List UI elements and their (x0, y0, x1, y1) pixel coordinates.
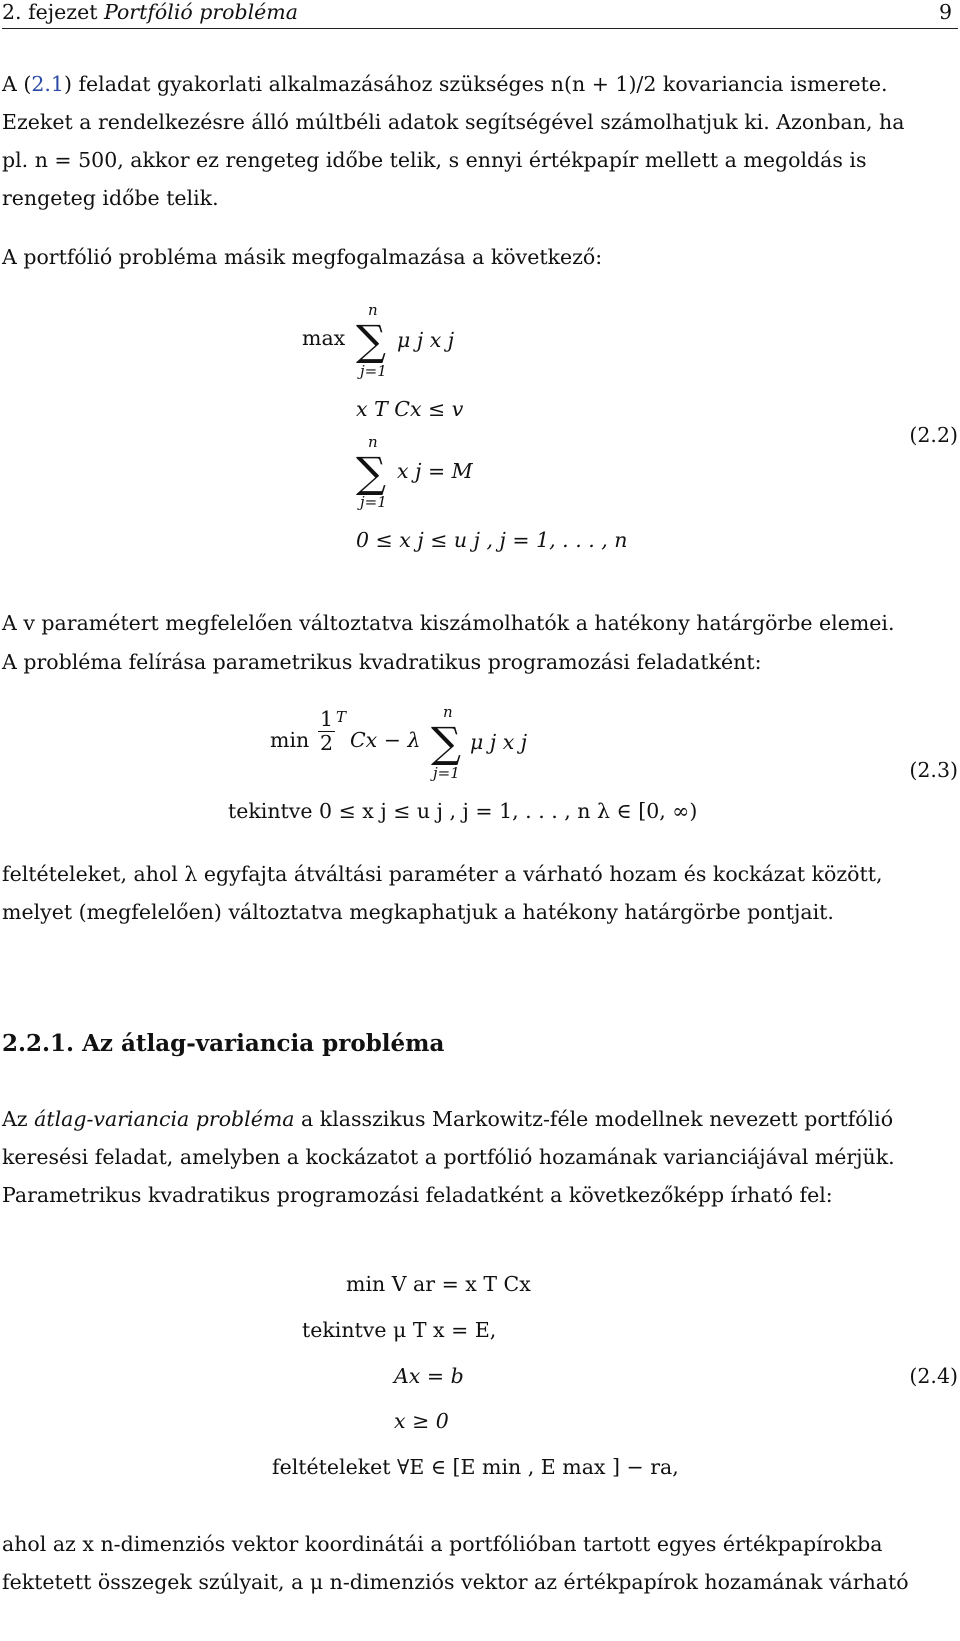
para5-text-a: Az (2, 1107, 35, 1131)
eq23-frac-num: 1 (320, 707, 334, 731)
eq22-number: (2.2) (909, 423, 958, 447)
eq24-number: (2.4) (909, 1364, 958, 1388)
eq23-sup-t: T (336, 708, 347, 726)
eq22-max: max (302, 326, 346, 350)
eq22-sum1-term: μ j x j (397, 328, 455, 352)
eq23-number: (2.3) (909, 758, 958, 782)
eq22-sum2-term: x j = M (397, 459, 473, 483)
eq23-mid: Cx − λ (350, 728, 421, 752)
para3-line2: A probléma felírása parametrikus kvadratikus programozási feladatként: (2, 650, 762, 674)
eq23-frac-den: 2 (320, 730, 334, 755)
eq24-line4: x ≥ 0 (394, 1409, 449, 1433)
para1-line4: rengeteg időbe telik. (2, 186, 219, 210)
eq23-sum-bottom: j=1 (433, 764, 460, 782)
eq22-sum2-bottom: j=1 (360, 493, 387, 511)
section-number: 2.2.1. (2, 1030, 75, 1057)
header-prefix: 2. fejezet (2, 0, 104, 24)
para1-line2: Ezeket a rendelkezésre álló múltbéli adatok segítségével számolhatjuk ki. Azonban, ha (2, 110, 905, 134)
para1-line1 (2, 72, 888, 96)
para6-line2: fektetett összegek szúlyait, a μ n-dimenziós vektor az értékpapírok hozamának várható (2, 1570, 909, 1594)
eq23-sum-top: n (443, 703, 453, 721)
eq22-sum1-bottom: j=1 (360, 362, 387, 380)
para1-text-a: A ( (2, 72, 32, 96)
para5-line2: keresési feladat, amelyben a kockázatot a portfólió hozamának varianciájával mérjük. (2, 1145, 895, 1169)
section-heading (2, 1030, 444, 1057)
para1-text-b: ) feladat gyakorlati alkalmazásához szükséges n(n + 1)/2 kovariancia ismerete. (63, 72, 888, 96)
eq22-sum1-sigma: ∑ (356, 316, 386, 365)
para2-text: A portfólió probléma másik megfogalmazása a következő: (2, 245, 603, 269)
eq22-line4: 0 ≤ x j ≤ u j , j = 1, . . . , n (356, 528, 628, 552)
para5-line3: Parametrikus kvadratikus programozási feladatként a következőképp írható fel: (2, 1183, 833, 1207)
para5-italic-term: átlag-variancia probléma (34, 1107, 295, 1131)
eq24-line3: Ax = b (394, 1364, 464, 1388)
eq23-sum-term: μ j x j (470, 730, 528, 754)
page-number: 9 (938, 0, 952, 24)
eq23-line2: tekintve 0 ≤ x j ≤ u j , j = 1, . . . , n λ ∈ [0, ∞) (228, 799, 698, 823)
eq22-sum2-top: n (368, 433, 378, 451)
running-header (2, 0, 298, 24)
header-rule (2, 28, 958, 29)
eq24-line1: min V ar = x T Cx (346, 1272, 531, 1296)
para6-line1: ahol az x n-dimenziós vektor koordinátái a portfólióban tartott egyes értékpapírokba (2, 1532, 883, 1556)
para1-line3: pl. n = 500, akkor ez rengeteg időbe telik, s ennyi értékpapír mellett a megoldás is (2, 148, 867, 172)
para4-line1: feltételeket, ahol λ egyfajta átváltási paraméter a várható hozam és kockázat között, (2, 862, 883, 886)
para4-line2: melyet (megfelelően) változtatva megkaphatjuk a hatékony határgörbe pontjait. (2, 900, 834, 924)
header-chapter-title: Portfólió probléma (103, 0, 298, 24)
para5-text-b: a klasszikus Markowitz-féle modellnek nevezett portfólió (294, 1107, 894, 1131)
eq23-sum-sigma: ∑ (431, 718, 461, 767)
eq22-sum1-top: n (368, 301, 378, 319)
eq23-min: min (270, 728, 310, 752)
eq23-fraction (318, 708, 335, 754)
section-title: Az átlag-variancia probléma (82, 1030, 445, 1057)
eq22-line2: x T Cx ≤ v (356, 397, 464, 421)
para3-line1: A v paramétert megfelelően változtatva kiszámolhatók a hatékony határgörbe elemei. (2, 611, 895, 635)
eq24-line2: tekintve μ T x = E, (302, 1318, 497, 1342)
equation-reference-link[interactable]: 2.1 (31, 72, 64, 96)
eq22-sum2-sigma: ∑ (356, 448, 386, 497)
para5-line1 (2, 1107, 893, 1131)
eq24-line5: feltételeket ∀E ∈ [E min , E max ] − ra, (272, 1455, 679, 1479)
